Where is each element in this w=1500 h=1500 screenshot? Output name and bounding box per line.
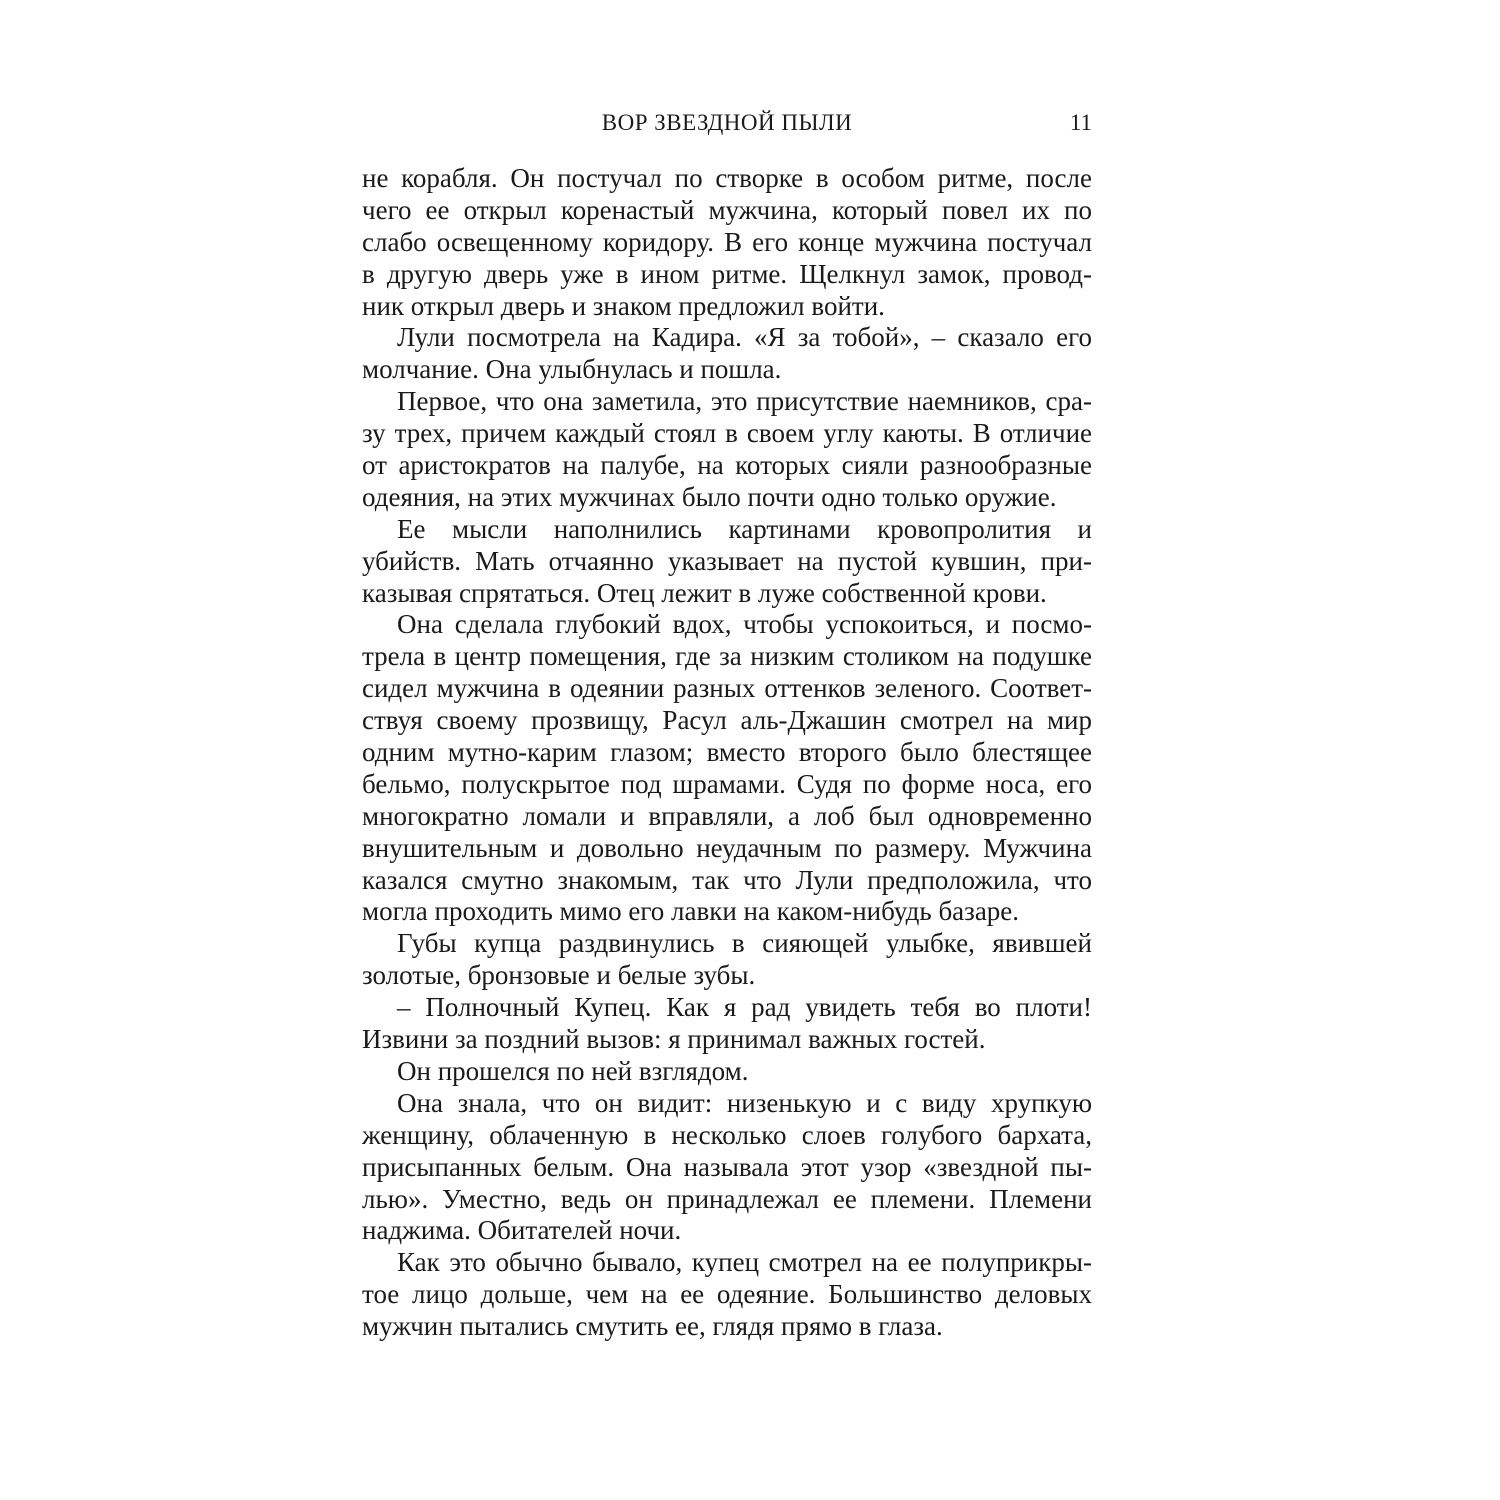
text-line: лью». Уместно, ведь он принадлежал ее племени. Племени	[362, 1183, 1092, 1214]
text-line: могла проходить мимо его лавки на каком-нибудь базаре.	[362, 896, 1020, 927]
text-line: тое лицо дольше, чем на ее одеяние. Большинство деловых	[362, 1279, 1092, 1310]
text-line: трела в центр помещения, где за низким столиком на подушке	[362, 641, 1092, 672]
text-line: зу трех, причем каждый стоял в своем углу каюты. В отличие	[362, 418, 1092, 449]
text-line: в другую дверь уже в ином ритме. Щелкнул замок, провод-	[362, 258, 1092, 289]
text-line: ник открыл дверь и знаком предложил войти.	[362, 290, 885, 321]
text-line: Она сделала глубокий вдох, чтобы успокоиться, и посмо-	[397, 609, 1092, 640]
text-line: казался смутно знакомым, так что Лули предположила, что	[362, 864, 1092, 895]
text-line: наджима. Обитателей ночи.	[362, 1215, 682, 1246]
text-line: внушительным и довольно неудачным по размеру. Мужчина	[362, 832, 1092, 863]
text-line: присыпанных белым. Она называла этот узор «звездной пы-	[362, 1151, 1092, 1182]
text-line: Как это обычно бывало, купец смотрел на ее полуприкры-	[397, 1247, 1092, 1278]
running-header	[362, 106, 1092, 142]
text-line: золотые, бронзовые и белые зубы.	[362, 960, 756, 991]
text-line: – Полночный Купец. Как я рад увидеть тебя во плоти!	[397, 992, 1092, 1023]
running-title: ВОР ЗВЕЗДНОЙ ПЫЛИ	[601, 110, 853, 135]
body-text	[362, 163, 1092, 1343]
text-line: не корабля. Он постучал по створке в особом ритме, после	[362, 163, 1092, 193]
text-line: мужчин пытались смутить ее, глядя прямо в глаза.	[362, 1311, 943, 1342]
text-line: Он прошелся по ней взглядом.	[397, 1055, 749, 1086]
text-line: бельмо, полускрытое под шрамами. Судя по форме носа, его	[362, 768, 1092, 799]
text-line: убийств. Мать отчаянно указывает на пустой кувшин, при-	[362, 545, 1092, 576]
text-line: Губы купца раздвинулись в сияющей улыбке, явившей	[397, 928, 1092, 959]
text-line: одним мутно-карим глазом; вместо второго было блестящее	[362, 737, 1092, 768]
text-line: сидел мужчина в одеянии разных оттенков зеленого. Соответ-	[362, 673, 1092, 704]
page-number: 11	[1069, 110, 1092, 135]
text-line: казывая спрятаться. Отец лежит в луже собственной крови.	[362, 577, 1047, 608]
text-line: Первое, что она заметила, это присутствие наемников, сра-	[397, 386, 1092, 417]
text-line: слабо освещенному коридору. В его конце мужчина постучал	[362, 226, 1092, 257]
text-line: одеяния, на этих мужчинах было почти одно только оружие.	[362, 481, 1057, 512]
text-line: женщину, облаченную в несколько слоев голубого бархата,	[362, 1119, 1092, 1150]
text-line: Извини за поздний вызов: я принимал важных гостей.	[362, 1024, 986, 1055]
text-line: Ее мысли наполнились картинами кровопролития и	[397, 513, 1092, 544]
text-line: молчание. Она улыбнулась и пошла.	[362, 354, 782, 385]
text-line: Она знала, что он видит: низенькую и с виду хрупкую	[397, 1087, 1092, 1118]
text-line: от аристократов на палубе, на которых сияли разнообразные	[362, 450, 1092, 481]
text-line: чего ее открыл коренастый мужчина, который повел их по	[362, 194, 1092, 225]
text-line: ствуя своему прозвищу, Расул аль-Джашин смотрел на мир	[362, 705, 1092, 736]
text-line: Лули посмотрела на Кадира. «Я за тобой», – сказало его	[397, 322, 1092, 353]
text-line: многократно ломали и вправляли, а лоб был одновременно	[362, 800, 1092, 831]
